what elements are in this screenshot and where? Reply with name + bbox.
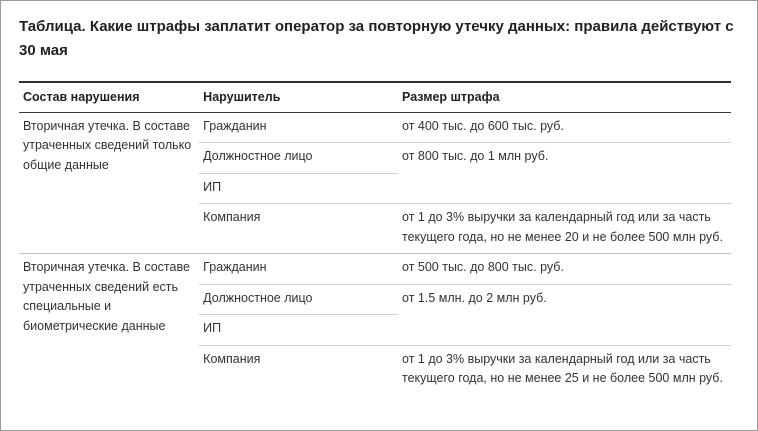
fines-table	[19, 81, 731, 395]
header-violation: Состав нарушения	[19, 82, 199, 112]
table-title: Таблица. Какие штрафы заплатит оператор за повторную утечку данных: правила действуют с 30 мая	[19, 18, 734, 59]
offender-cell: ИП	[199, 315, 398, 346]
violation-cell: Вторичная утечка. В составе утраченных сведений есть специальные и биометрические данные	[23, 260, 190, 333]
offender-cell: ИП	[199, 173, 398, 204]
offender-cell: Должностное лицо	[199, 284, 398, 315]
header-fine: Размер штрафа	[398, 82, 731, 112]
offender-cell: Должностное лицо	[199, 143, 398, 174]
fine-cell: от 1 до 3% выручки за календарный год или за часть текущего года, но не менее 20 и не более 500 млн руб.	[398, 204, 731, 254]
fine-cell: от 1 до 3% выручки за календарный год или за часть текущего года, но не менее 25 и не более 500 млн руб.	[402, 351, 723, 385]
offender-cell: Гражданин	[199, 112, 398, 143]
offender-cell: Компания	[203, 351, 261, 366]
table-row	[19, 254, 731, 285]
header-offender: Нарушитель	[199, 82, 398, 112]
table-row	[19, 112, 731, 143]
table-header-row	[19, 82, 731, 112]
fine-cell: от 400 тыс. до 600 тыс. руб.	[398, 112, 731, 143]
fine-cell: от 800 тыс. до 1 млн руб.	[398, 143, 731, 204]
fine-cell: от 500 тыс. до 800 тыс. руб.	[398, 254, 731, 285]
offender-cell: Компания	[199, 204, 398, 254]
fine-cell: от 1.5 млн. до 2 млн руб.	[398, 284, 731, 345]
offender-cell: Гражданин	[199, 254, 398, 285]
violation-cell: Вторичная утечка. В составе утраченных сведений только общие данные	[19, 112, 199, 254]
